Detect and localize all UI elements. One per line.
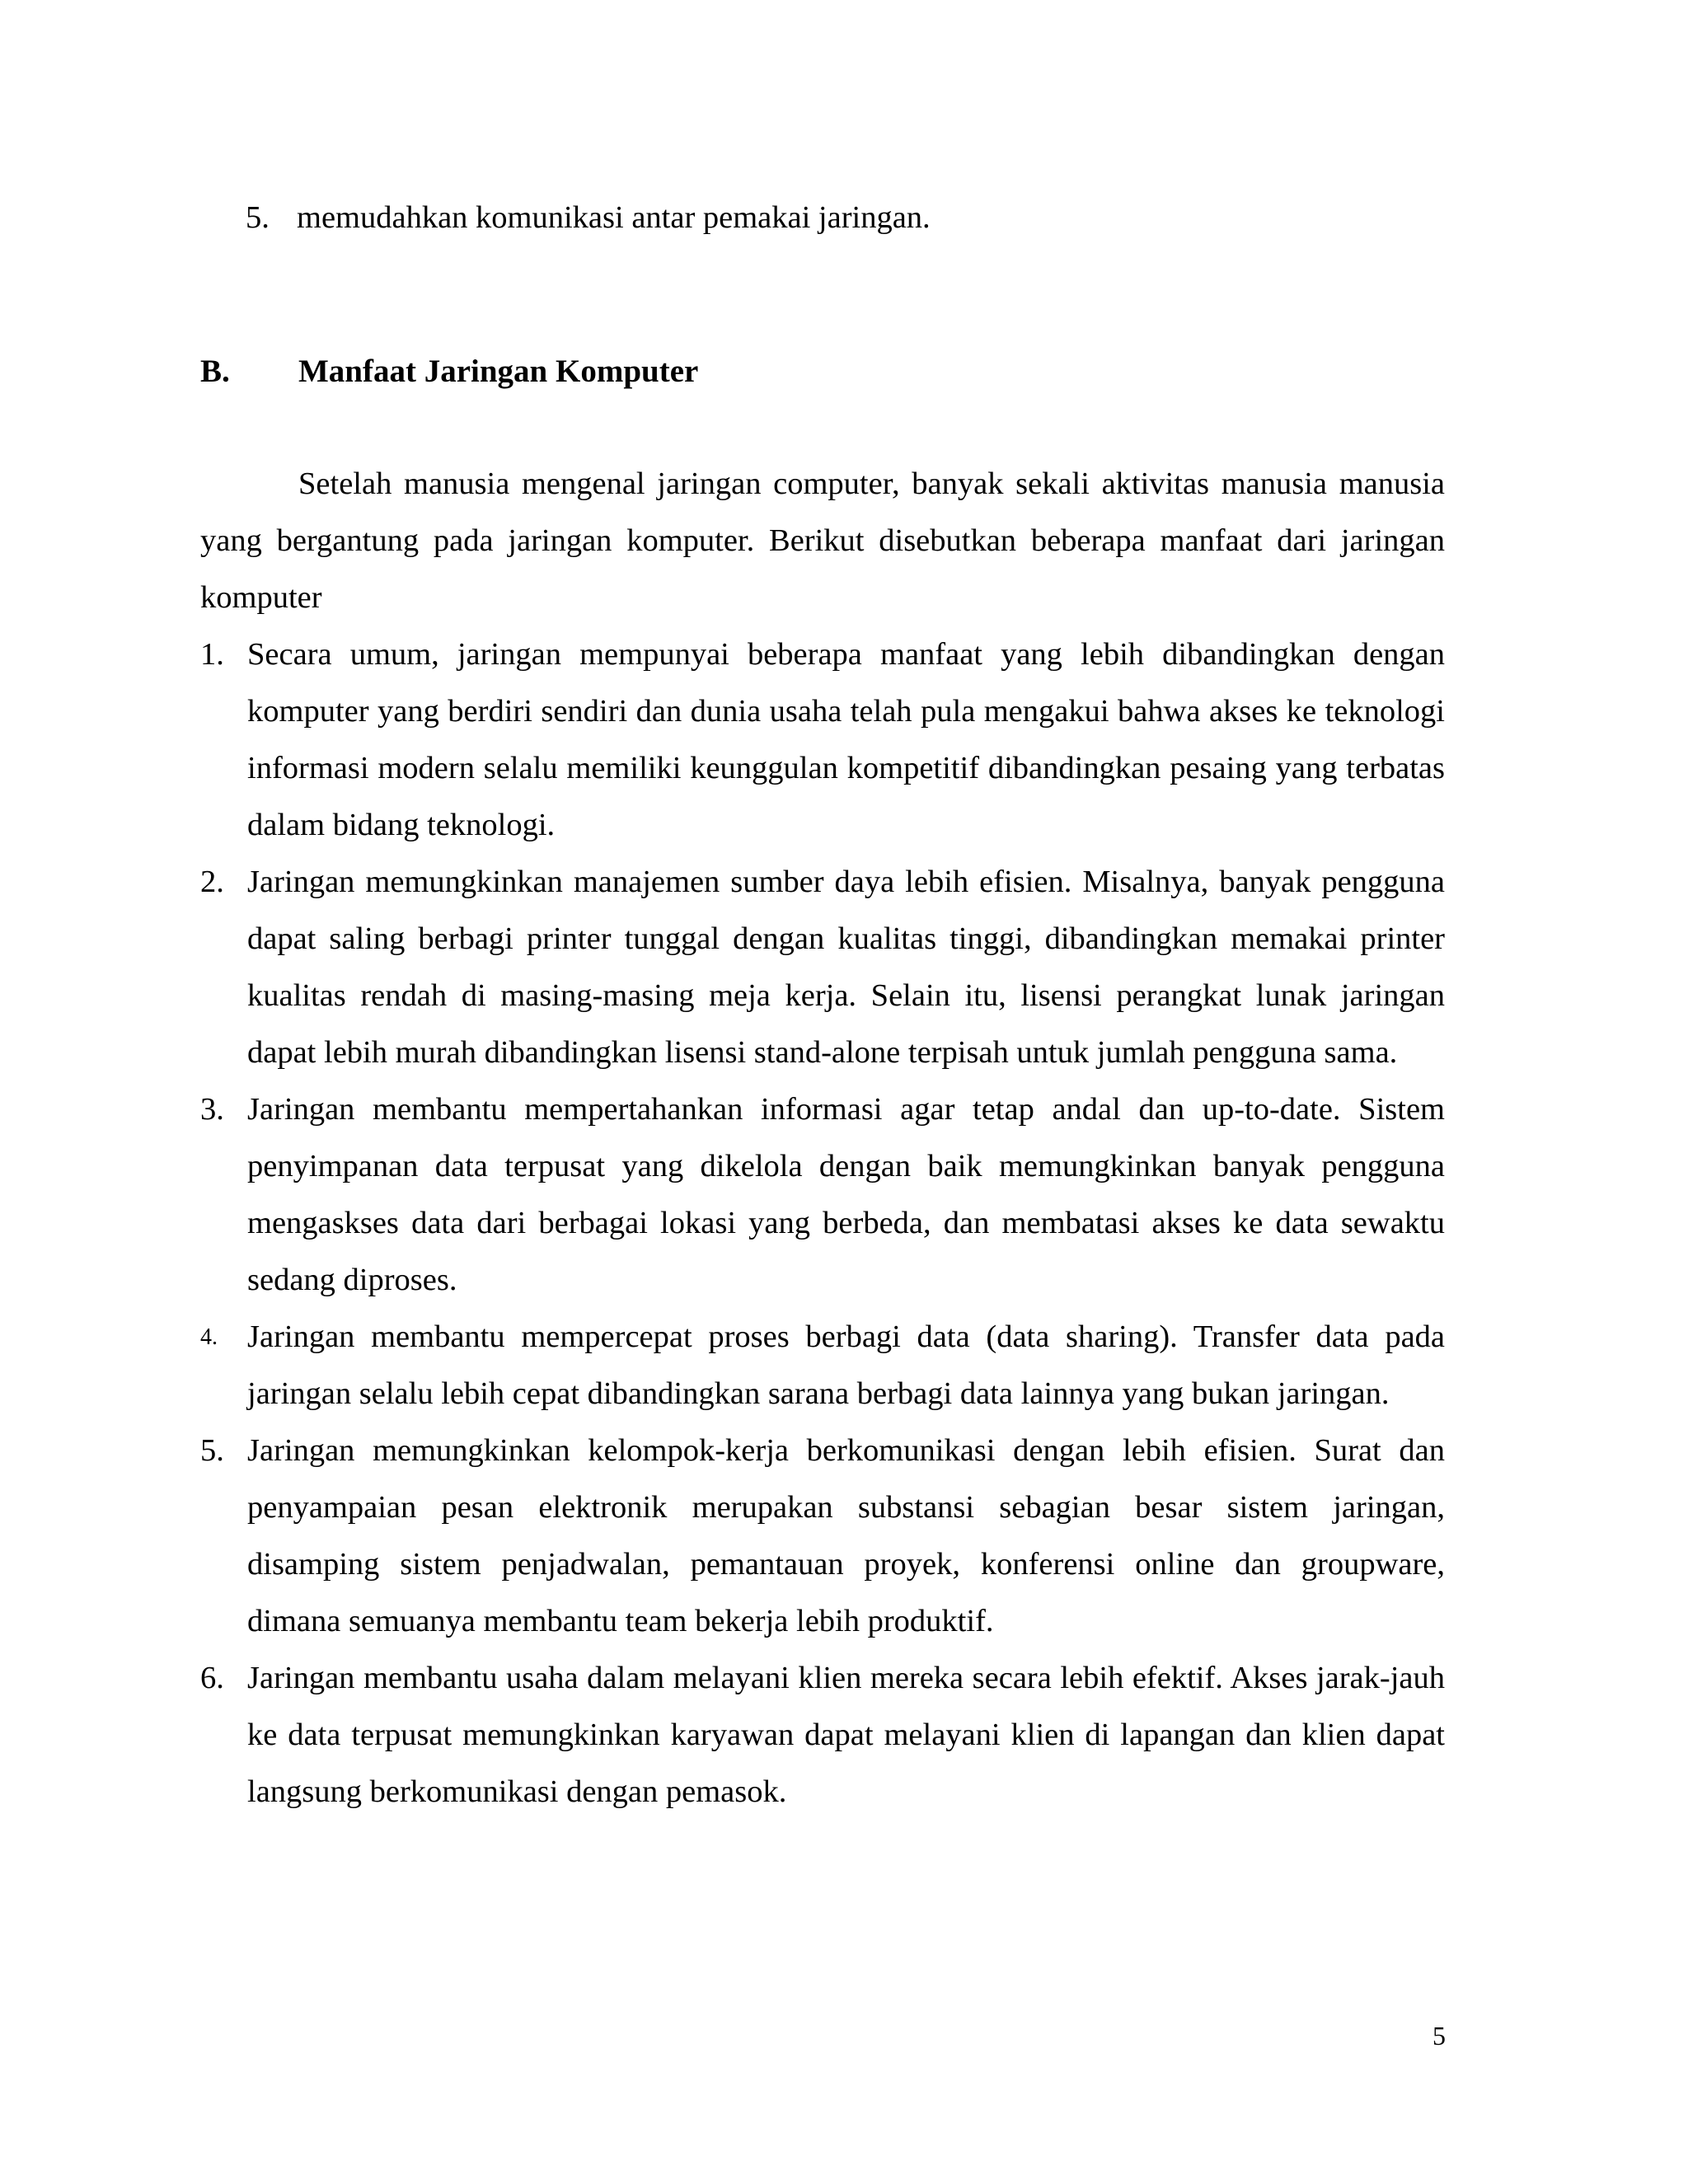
list-item-text: Jaringan memungkinkan kelompok-kerja berkomunikasi dengan lebih efisien. Surat dan penyampaian pesan elektronik merupakan substansi sebagian besar sistem jaringan, disamping sistem penjadwalan, pemantauan proyek, konferensi online dan groupware, dimana semuanya membantu team bekerja lebih produktif. xyxy=(247,1433,1445,1638)
page-number: 5 xyxy=(1432,2021,1446,2050)
benefits-list xyxy=(200,626,1445,1821)
list-item-number: 6. xyxy=(200,1661,224,1695)
list-item-number: 2. xyxy=(200,865,224,899)
list-item-text: Jaringan membantu mempercepat proses berbagi data (data sharing). Transfer data pada jaringan selalu lebih cepat dibandingkan sarana berbagi data lainnya yang bukan jaringan. xyxy=(247,1319,1445,1411)
list-item-number: 5. xyxy=(200,1433,224,1468)
list-item xyxy=(200,1650,1445,1821)
list-item-number: 3. xyxy=(200,1092,224,1127)
list-item-text: memudahkan komunikasi antar pemakai jaringan. xyxy=(297,200,931,235)
list-item xyxy=(200,1081,1445,1309)
list-item-text: Jaringan membantu usaha dalam melayani klien mereka secara lebih efektif. Akses jarak-jauh ke data terpusat memungkinkan karyawan dapat melayani klien di lapangan dan klien dapat langsung berkomunikasi dengan pemasok. xyxy=(247,1661,1445,1809)
list-item-text: Secara umum, jaringan mempunyai beberapa manfaat yang lebih dibandingkan dengan komputer yang berdiri sendiri dan dunia usaha telah pula mengakui bahwa akses ke teknologi informasi modern selalu memiliki keunggulan kompetitif dibandingkan pesaing yang terbatas dalam bidang teknologi. xyxy=(247,637,1445,842)
intro-paragraph: Setelah manusia mengenal jaringan computer, banyak sekali aktivitas manusia manusia yang bergantung pada jaringan komputer. Berikut disebutkan beberapa manfaat dari jaringan komputer xyxy=(200,466,1445,615)
list-item-number: 5. xyxy=(246,200,270,235)
section-title: Manfaat Jaringan Komputer xyxy=(298,354,699,389)
list-item-text: Jaringan memungkinkan manajemen sumber daya lebih efisien. Misalnya, banyak pengguna dapat saling berbagi printer tunggal dengan kualitas tinggi, dibandingkan memakai printer kualitas rendah di masing-masing meja kerja. Selain itu, lisensi perangkat lunak jaringan dapat lebih murah dibandingkan lisensi stand-alone terpisah untuk jumlah pengguna sama. xyxy=(247,865,1445,1070)
list-item xyxy=(200,854,1445,1081)
list-item xyxy=(200,1309,1445,1422)
list-item-number: 4. xyxy=(200,1324,218,1350)
list-item xyxy=(200,626,1445,854)
list-item-text: Jaringan membantu mempertahankan informasi agar tetap andal dan up-to-date. Sistem penyimpanan data terpusat yang dikelola dengan baik memungkinkan banyak pengguna mengaskses data dari berbagai lokasi yang berbeda, dan membatasi akses ke data sewaktu sedang diproses. xyxy=(247,1092,1445,1297)
list-item xyxy=(200,1422,1445,1650)
list-item-number: 1. xyxy=(200,637,224,672)
section-letter: B. xyxy=(200,354,230,389)
